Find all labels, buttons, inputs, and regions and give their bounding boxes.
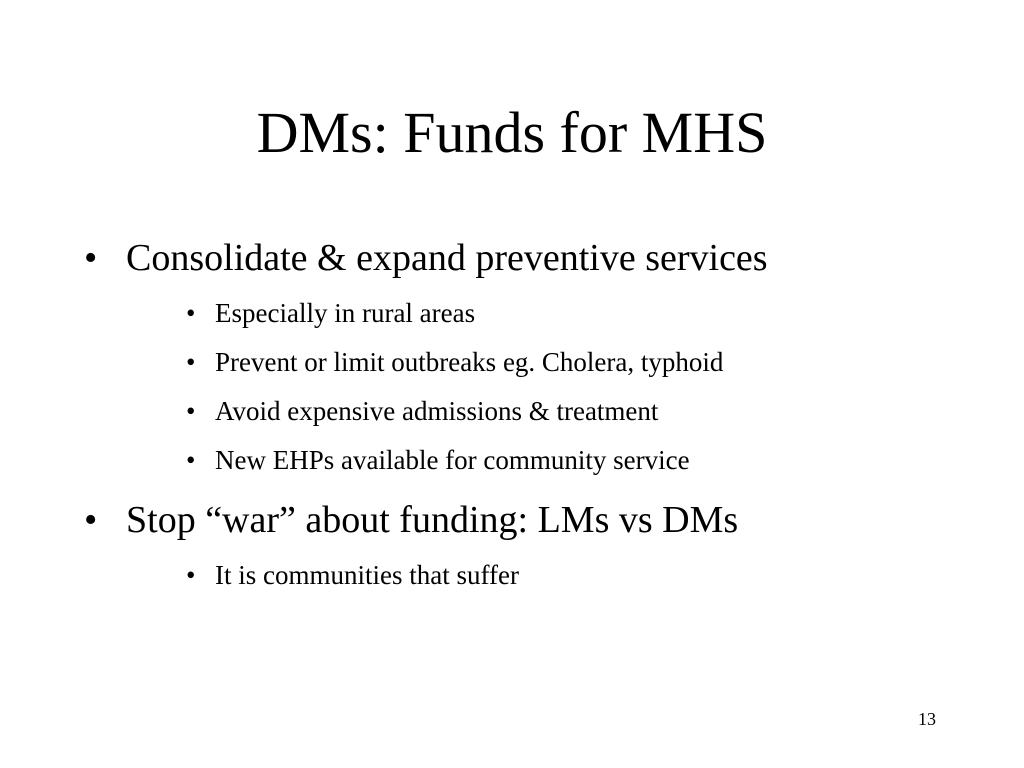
bullet-marker: • bbox=[84, 499, 98, 541]
sub-bullet-text: Especially in rural areas bbox=[215, 298, 476, 328]
sub-bullet-item bbox=[186, 443, 690, 477]
bullet-marker: • bbox=[186, 347, 196, 377]
bullet-text: Stop “war” about funding: LMs vs DMs bbox=[126, 499, 739, 541]
bullet-marker: • bbox=[186, 445, 196, 475]
sub-bullet-item bbox=[186, 296, 475, 330]
bullet-marker: • bbox=[186, 560, 196, 590]
sub-bullet-text: Prevent or limit outbreaks eg. Cholera, typhoid bbox=[215, 347, 724, 377]
slide-title: DMs: Funds for MHS bbox=[256, 100, 768, 165]
bullet-item bbox=[84, 497, 738, 543]
bullet-marker: • bbox=[186, 298, 196, 328]
bullet-text: Consolidate & expand preventive services bbox=[126, 237, 768, 279]
sub-bullet-item bbox=[186, 345, 723, 379]
slide-number: 13 bbox=[918, 709, 936, 729]
sub-bullet-item bbox=[186, 394, 658, 428]
bullet-item bbox=[84, 235, 768, 281]
bullet-marker: • bbox=[186, 396, 196, 426]
sub-bullet-item bbox=[186, 558, 519, 592]
sub-bullet-text: Avoid expensive admissions & treatment bbox=[215, 396, 659, 426]
sub-bullet-text: It is communities that suffer bbox=[215, 560, 519, 590]
sub-bullet-text: New EHPs available for community service bbox=[215, 445, 690, 475]
bullet-marker: • bbox=[84, 237, 98, 279]
